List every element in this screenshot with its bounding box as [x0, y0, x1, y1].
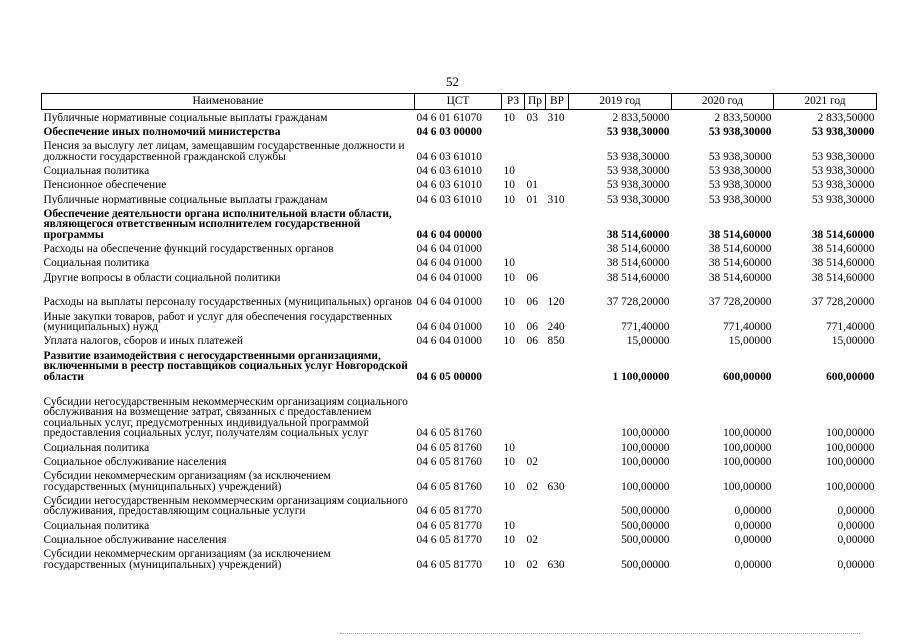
cell-pr: [525, 347, 546, 382]
header-vr: ВР: [546, 94, 569, 110]
cell-y2019: 100,00000: [621, 480, 670, 493]
cell-pr: 01: [526, 193, 538, 206]
cell-name: Социальная политика: [43, 165, 150, 177]
cell-pr: [525, 241, 546, 255]
cell-y2019: 53 938,30000: [606, 126, 670, 139]
cell-name: Обеспечение иных полномочий министерства: [43, 126, 281, 138]
cell-y2019: 500,00000: [621, 533, 670, 546]
cell-name: Иные закупки товаров, работ и услуг для обеспечения государственных (муниципальных) нужд: [43, 310, 393, 333]
cell-pr: [525, 163, 546, 177]
cell-name: Социальная политика: [43, 441, 150, 454]
table-row: [42, 467, 877, 492]
cell-y2020: 53 938,30000: [708, 193, 772, 206]
table-row: [42, 255, 877, 269]
cell-pr: [525, 205, 546, 240]
cell-cst: 04 6 03 61010: [416, 165, 482, 178]
cell-y2019: 15,00000: [626, 335, 670, 348]
cell-y2019: 500,00000: [621, 558, 670, 571]
cell-cst: 04 6 04 01000: [416, 335, 482, 348]
cell-pr: 01: [526, 179, 538, 192]
cell-cst: 04 6 04 01000: [416, 257, 482, 270]
cell-name: Пенсия за выслугу лет лицам, замещавшим государственные должности и должности государственной гражданской службы: [43, 140, 405, 163]
cell-y2021: 53 938,30000: [811, 179, 875, 192]
cell-y2021: 0,00000: [837, 505, 875, 518]
cell-y2019: 38 514,60000: [606, 271, 670, 284]
cell-cst: 04 6 05 81760: [416, 455, 482, 468]
cell-cst: 04 6 03 61010: [416, 179, 482, 192]
cell-pr: 03: [526, 112, 538, 125]
cell-vr: [546, 205, 569, 240]
cell-rz: 10: [503, 296, 515, 309]
cell-y2021: 53 938,30000: [811, 193, 875, 206]
header-2019: 2019 год: [569, 94, 672, 110]
cell-y2021: 100,00000: [826, 441, 875, 454]
cell-vr: 120: [547, 296, 565, 309]
cell-pr: 06: [526, 271, 538, 284]
header-rz: РЗ: [502, 94, 525, 110]
cell-cst: 04 6 03 61010: [416, 193, 482, 206]
cell-vr: [546, 163, 569, 177]
table-row: [42, 269, 877, 283]
cell-y2021: 0,00000: [837, 519, 875, 532]
cell-y2020: 38 514,60000: [708, 243, 772, 256]
cell-vr: [546, 269, 569, 283]
table-row: [42, 492, 877, 517]
cell-rz: 10: [503, 179, 515, 192]
cell-y2021: 53 938,30000: [811, 151, 875, 164]
cell-cst: 04 6 05 00000: [416, 370, 482, 383]
cell-y2021: 37 728,20000: [811, 296, 875, 309]
cell-y2019: 53 938,30000: [606, 179, 670, 192]
header-cst: ЦСТ: [415, 94, 502, 110]
cell-y2019: 38 514,60000: [606, 243, 670, 256]
scan-artifact-line: [340, 633, 860, 636]
cell-pr: 02: [526, 455, 538, 468]
cell-vr: [546, 492, 569, 517]
cell-pr: 02: [526, 558, 538, 571]
cell-y2020: 15,00000: [728, 335, 772, 348]
cell-y2021: 0,00000: [837, 533, 875, 546]
cell-y2020: 53 938,30000: [708, 126, 772, 139]
cell-pr: 06: [526, 296, 538, 309]
table-row: [42, 382, 877, 439]
cell-cst: 04 6 04 00000: [416, 229, 482, 242]
cell-y2020: 0,00000: [734, 505, 772, 518]
cell-y2020: 100,00000: [723, 455, 772, 468]
table-row: [42, 163, 877, 177]
cell-cst: 04 6 03 00000: [416, 126, 482, 139]
cell-name: Субсидии негосударственным некоммерческим организациям социального обслуживания, предоставляющим социальные услуги: [43, 494, 408, 517]
cell-name: Социальная политика: [43, 519, 150, 532]
cell-cst: 04 6 04 01000: [416, 296, 482, 309]
cell-vr: [546, 177, 569, 191]
cell-y2020: 53 938,30000: [708, 151, 772, 164]
cell-vr: 850: [547, 335, 565, 348]
cell-rz: 10: [503, 165, 515, 178]
cell-y2019: 771,40000: [621, 321, 670, 334]
cell-rz: [502, 205, 525, 240]
table-row: [42, 191, 877, 205]
cell-y2019: 100,00000: [621, 441, 670, 454]
table-row: [42, 124, 877, 138]
cell-y2019: 37 728,20000: [606, 296, 670, 309]
cell-pr: [525, 439, 546, 453]
cell-y2019: 500,00000: [621, 505, 670, 518]
cell-vr: 240: [547, 321, 565, 334]
table-row: [42, 308, 877, 333]
cell-vr: 310: [547, 112, 565, 125]
cell-cst: 04 6 04 01000: [416, 321, 482, 334]
cell-rz: 10: [503, 558, 515, 571]
table-row: [42, 110, 877, 124]
cell-cst: 04 6 05 81760: [416, 441, 482, 454]
cell-y2021: 38 514,60000: [811, 271, 875, 284]
cell-vr: 630: [547, 480, 565, 493]
cell-y2021: 15,00000: [831, 335, 875, 348]
cell-vr: [546, 453, 569, 467]
cell-y2020: 771,40000: [723, 321, 772, 334]
cell-pr: [525, 517, 546, 531]
cell-name: Социальное обслуживание населения: [43, 533, 227, 546]
cell-y2019: 100,00000: [621, 427, 670, 440]
cell-name: Субсидии некоммерческим организациям (за исключением государственных (муниципальных) учреждений): [43, 469, 331, 493]
cell-pr: [525, 255, 546, 269]
cell-cst: 04 6 05 81760: [416, 427, 482, 440]
cell-y2021: 0,00000: [837, 558, 875, 571]
cell-cst: 04 6 04 01000: [416, 243, 482, 256]
cell-cst: 04 6 04 01000: [416, 271, 482, 284]
cell-pr: [525, 124, 546, 138]
cell-y2019: 38 514,60000: [606, 229, 670, 242]
cell-y2020: 600,00000: [723, 370, 772, 383]
cell-y2021: 38 514,60000: [811, 229, 875, 242]
cell-cst: 04 6 01 61070: [416, 112, 482, 125]
cell-name: Субсидии некоммерческим организациям (за исключением государственных (муниципальных) учреждений): [43, 547, 331, 571]
table-header-row: [42, 94, 877, 110]
cell-name: Уплата налогов, сборов и иных платежей: [43, 335, 243, 347]
cell-y2020: 38 514,60000: [708, 229, 772, 242]
cell-rz: 10: [503, 441, 515, 454]
cell-pr: [525, 382, 546, 439]
header-2021: 2021 год: [774, 94, 877, 110]
cell-pr: [525, 138, 546, 163]
cell-rz: [502, 241, 525, 255]
cell-pr: 02: [526, 533, 538, 546]
cell-cst: 04 6 05 81770: [416, 533, 482, 546]
cell-rz: 10: [503, 519, 515, 532]
cell-y2021: 771,40000: [826, 321, 875, 334]
cell-y2021: 38 514,60000: [811, 243, 875, 256]
cell-rz: 10: [503, 271, 515, 284]
cell-rz: 10: [503, 480, 515, 493]
page-number: 52: [446, 74, 459, 89]
table-row: [42, 283, 877, 308]
cell-name: Публичные нормативные социальные выплаты гражданам: [43, 193, 328, 206]
cell-rz: [502, 347, 525, 382]
cell-y2021: 38 514,60000: [811, 257, 875, 270]
cell-vr: [546, 382, 569, 439]
header-name: Наименование: [42, 94, 415, 110]
cell-cst: 04 6 05 81760: [416, 480, 482, 493]
cell-rz: [502, 382, 525, 439]
cell-y2020: 100,00000: [723, 427, 772, 440]
cell-y2020: 100,00000: [723, 480, 772, 493]
cell-cst: 04 6 05 81770: [416, 558, 482, 571]
cell-vr: [546, 347, 569, 382]
table-row: [42, 205, 877, 240]
cell-name: Расходы на обеспечение функций государственных органов: [43, 243, 334, 255]
header-pr: Пр: [525, 94, 546, 110]
cell-vr: 310: [547, 193, 565, 206]
cell-y2020: 38 514,60000: [708, 271, 772, 284]
cell-pr: [525, 492, 546, 517]
cell-y2019: 1 100,00000: [612, 370, 670, 383]
cell-vr: [546, 124, 569, 138]
cell-y2020: 38 514,60000: [708, 257, 772, 270]
cell-vr: 630: [547, 558, 565, 571]
cell-vr: [546, 439, 569, 453]
cell-pr: 06: [526, 321, 538, 334]
cell-y2019: 38 514,60000: [606, 257, 670, 270]
cell-y2019: 500,00000: [621, 519, 670, 532]
table-row: [42, 439, 877, 453]
cell-cst: 04 6 05 81770: [416, 505, 482, 518]
cell-y2019: 53 938,30000: [606, 151, 670, 164]
table-row: [42, 531, 877, 545]
cell-name: Расходы на выплаты персоналу государственных (муниципальных) органов: [43, 296, 413, 308]
cell-rz: 10: [503, 112, 515, 125]
cell-rz: 10: [503, 455, 515, 468]
cell-rz: 10: [503, 321, 515, 334]
cell-y2019: 2 833,50000: [612, 112, 670, 125]
table-row: [42, 333, 877, 347]
cell-y2021: 100,00000: [826, 427, 875, 440]
cell-cst: 04 6 03 61010: [416, 151, 482, 164]
cell-rz: 10: [503, 533, 515, 546]
cell-rz: 10: [503, 257, 515, 270]
cell-rz: [502, 492, 525, 517]
cell-y2019: 53 938,30000: [606, 193, 670, 206]
cell-name: Обеспечение деятельности органа исполнительной власти области, являющегося ответственным исполнителем государственной программы: [43, 207, 392, 241]
cell-rz: 10: [503, 193, 515, 206]
cell-name: Другие вопросы в области социальной политики: [43, 271, 281, 284]
cell-pr: 02: [526, 480, 538, 493]
table-row: [42, 453, 877, 467]
table-row: [42, 138, 877, 163]
cell-vr: [546, 138, 569, 163]
cell-y2020: 37 728,20000: [708, 296, 772, 309]
cell-y2021: 600,00000: [826, 370, 875, 383]
cell-y2021: 53 938,30000: [811, 165, 875, 178]
cell-y2020: 100,00000: [723, 441, 772, 454]
cell-y2019: 53 938,30000: [606, 165, 670, 178]
cell-y2021: 2 833,50000: [817, 112, 875, 125]
table-row: [42, 517, 877, 531]
cell-name: Пенсионное обеспечение: [43, 179, 167, 192]
cell-name: Социальное обслуживание населения: [43, 455, 227, 468]
cell-y2021: 53 938,30000: [811, 126, 875, 139]
cell-vr: [546, 531, 569, 545]
cell-vr: [546, 517, 569, 531]
cell-name: Развитие взаимодействия с негосударственными организациями, включенными в реестр поставщиков социальных услуг Новгородской области: [43, 349, 408, 383]
cell-name: Субсидии негосударственным некоммерческим организациям социального обслуживания на возмещение затрат, связанных с предоставлением социальных услуг, предусмотренных индивидуальной программой предоставления социальных услуг, получателям социальных услуг: [43, 395, 408, 439]
cell-y2020: 53 938,30000: [708, 179, 772, 192]
table-row: [42, 347, 877, 382]
cell-y2019: 100,00000: [621, 455, 670, 468]
cell-vr: [546, 241, 569, 255]
cell-name: Публичные нормативные социальные выплаты гражданам: [43, 112, 328, 124]
cell-rz: 10: [503, 335, 515, 348]
cell-y2020: 0,00000: [734, 519, 772, 532]
table-row: [42, 241, 877, 255]
cell-cst: 04 6 05 81770: [416, 519, 482, 532]
cell-rz: [502, 124, 525, 138]
cell-rz: [502, 138, 525, 163]
cell-name: Социальная политика: [43, 257, 150, 269]
cell-y2021: 100,00000: [826, 480, 875, 493]
budget-table: [41, 93, 877, 570]
cell-y2021: 100,00000: [826, 455, 875, 468]
table-row: [42, 177, 877, 191]
table-row: [42, 545, 877, 570]
cell-y2020: 0,00000: [734, 558, 772, 571]
cell-y2020: 53 938,30000: [708, 165, 772, 178]
header-2020: 2020 год: [672, 94, 774, 110]
cell-y2020: 0,00000: [734, 533, 772, 546]
cell-pr: 06: [526, 335, 538, 348]
cell-y2020: 2 833,50000: [714, 112, 772, 125]
cell-vr: [546, 255, 569, 269]
